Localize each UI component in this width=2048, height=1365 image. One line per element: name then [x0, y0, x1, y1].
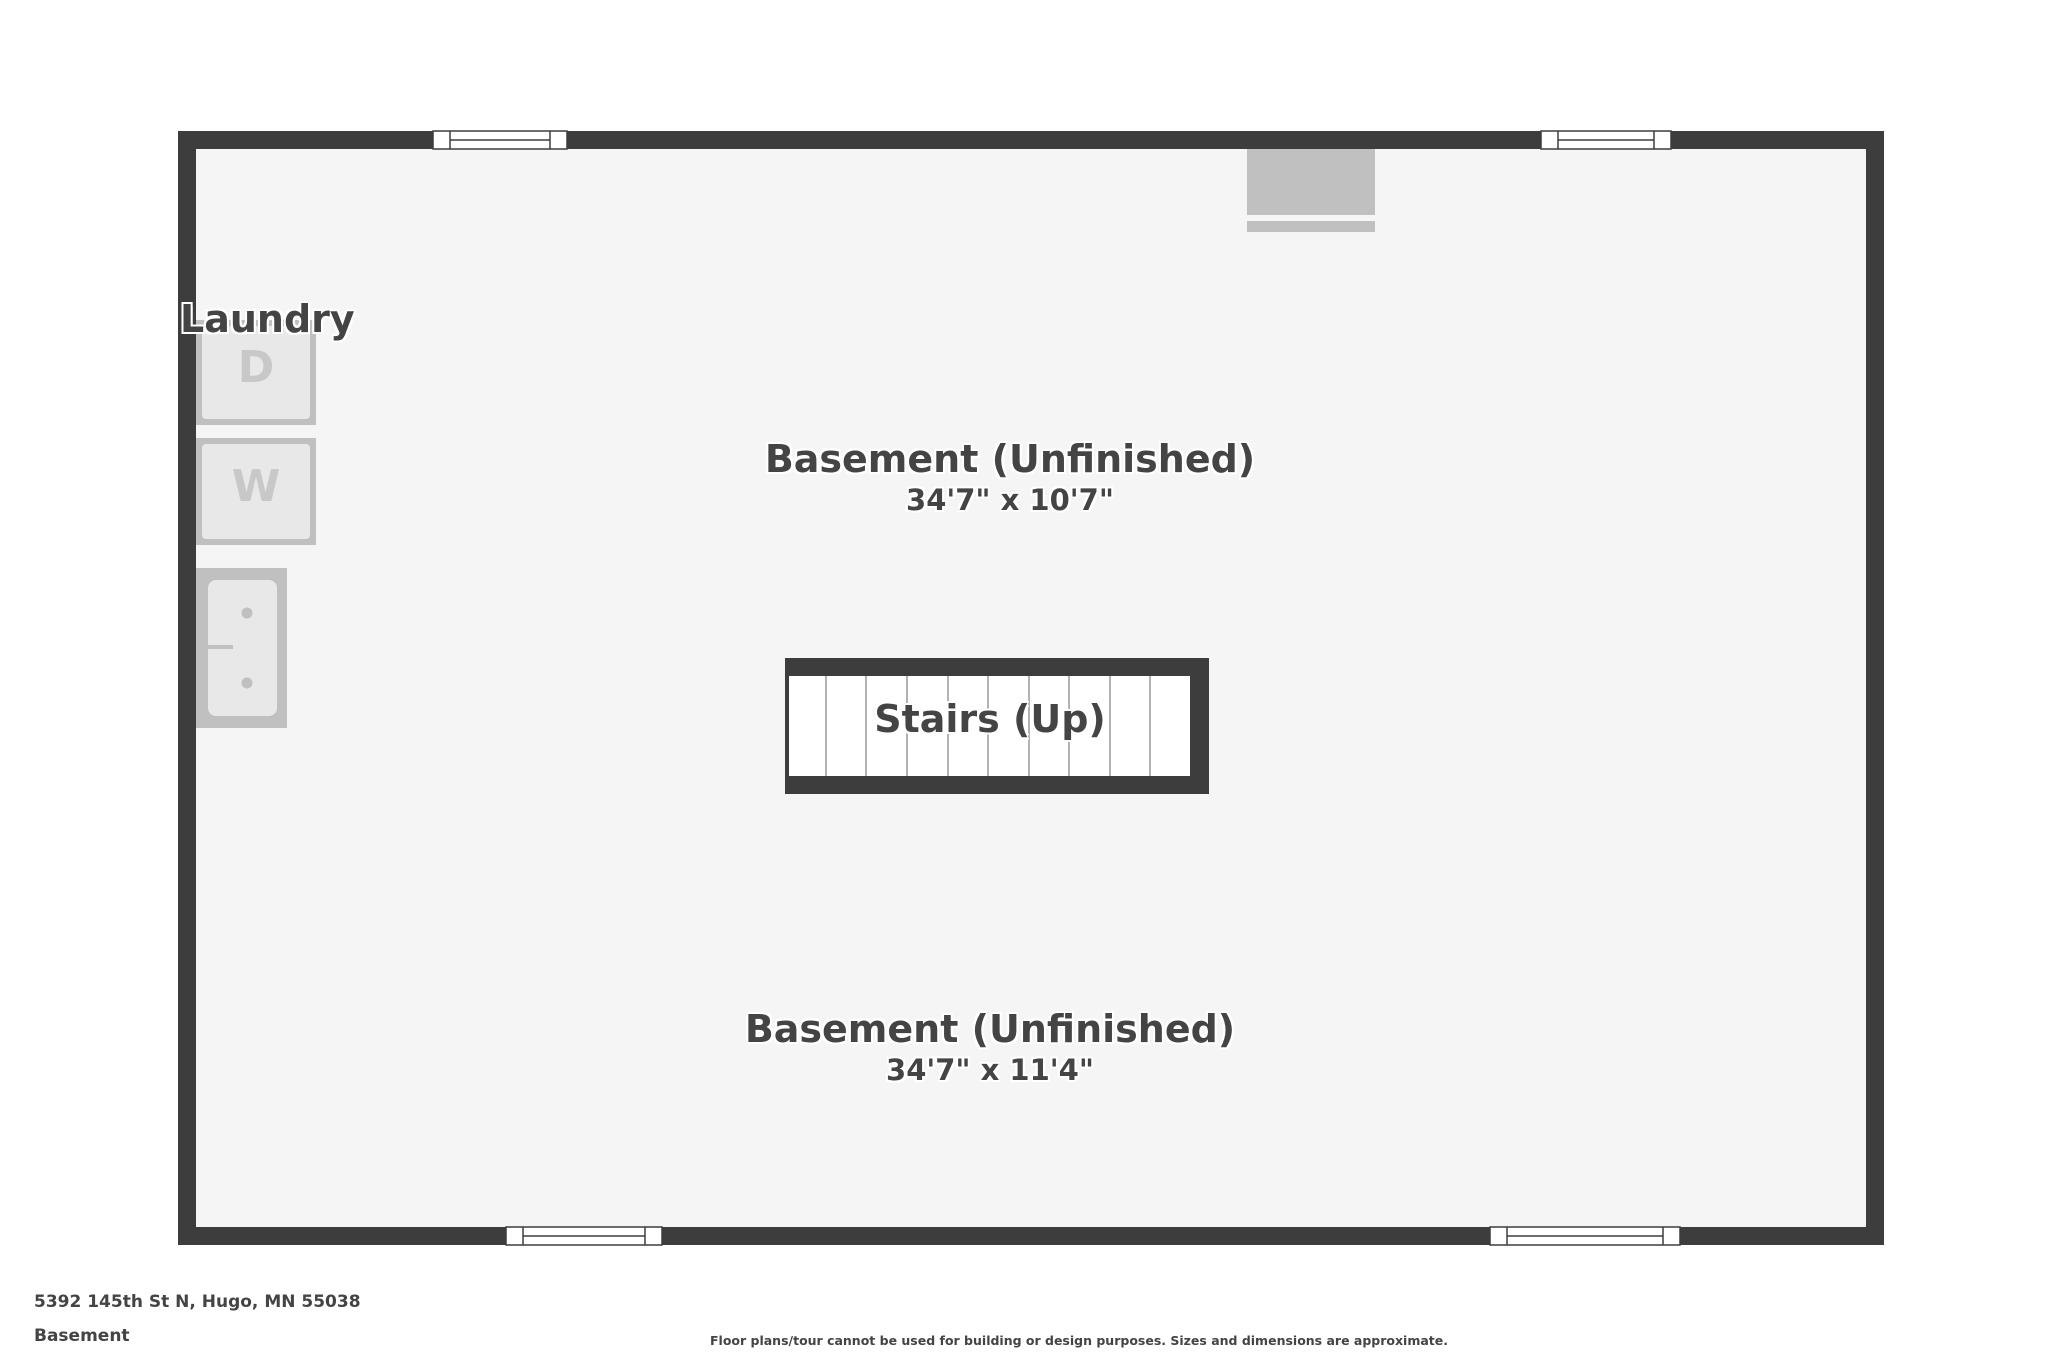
room-name: Basement (Unfinished): [764, 437, 1256, 481]
room-dimensions: 34'7" x 10'7": [906, 483, 1114, 517]
window-bottom-right: [1490, 1227, 1680, 1245]
laundry-name: Laundry: [180, 297, 355, 341]
floor-name-text: Basement: [34, 1326, 130, 1346]
window-top-right: [1541, 131, 1671, 149]
laundry-sink: [196, 568, 287, 728]
window-top-left: [433, 131, 567, 149]
room-label-basement-lower: [690, 1006, 1290, 1088]
window-bottom-left: [506, 1227, 662, 1245]
room-name: Basement (Unfinished): [744, 1007, 1236, 1051]
dryer-letter: D: [237, 342, 275, 393]
address-text: 5392 145th St N, Hugo, MN 55038: [34, 1292, 361, 1312]
stairs-name: Stairs (Up): [874, 697, 1106, 741]
stairs-label: [800, 696, 1180, 742]
laundry-label: [180, 296, 355, 342]
washer-letter: W: [231, 461, 281, 512]
room-dimensions: 34'7" x 11'4": [886, 1053, 1094, 1087]
disclaimer-text: Floor plans/tour cannot be used for building or design purposes. Sizes and dimensions are approximate.: [710, 1333, 1448, 1348]
room-label-basement-upper: [710, 436, 1310, 518]
